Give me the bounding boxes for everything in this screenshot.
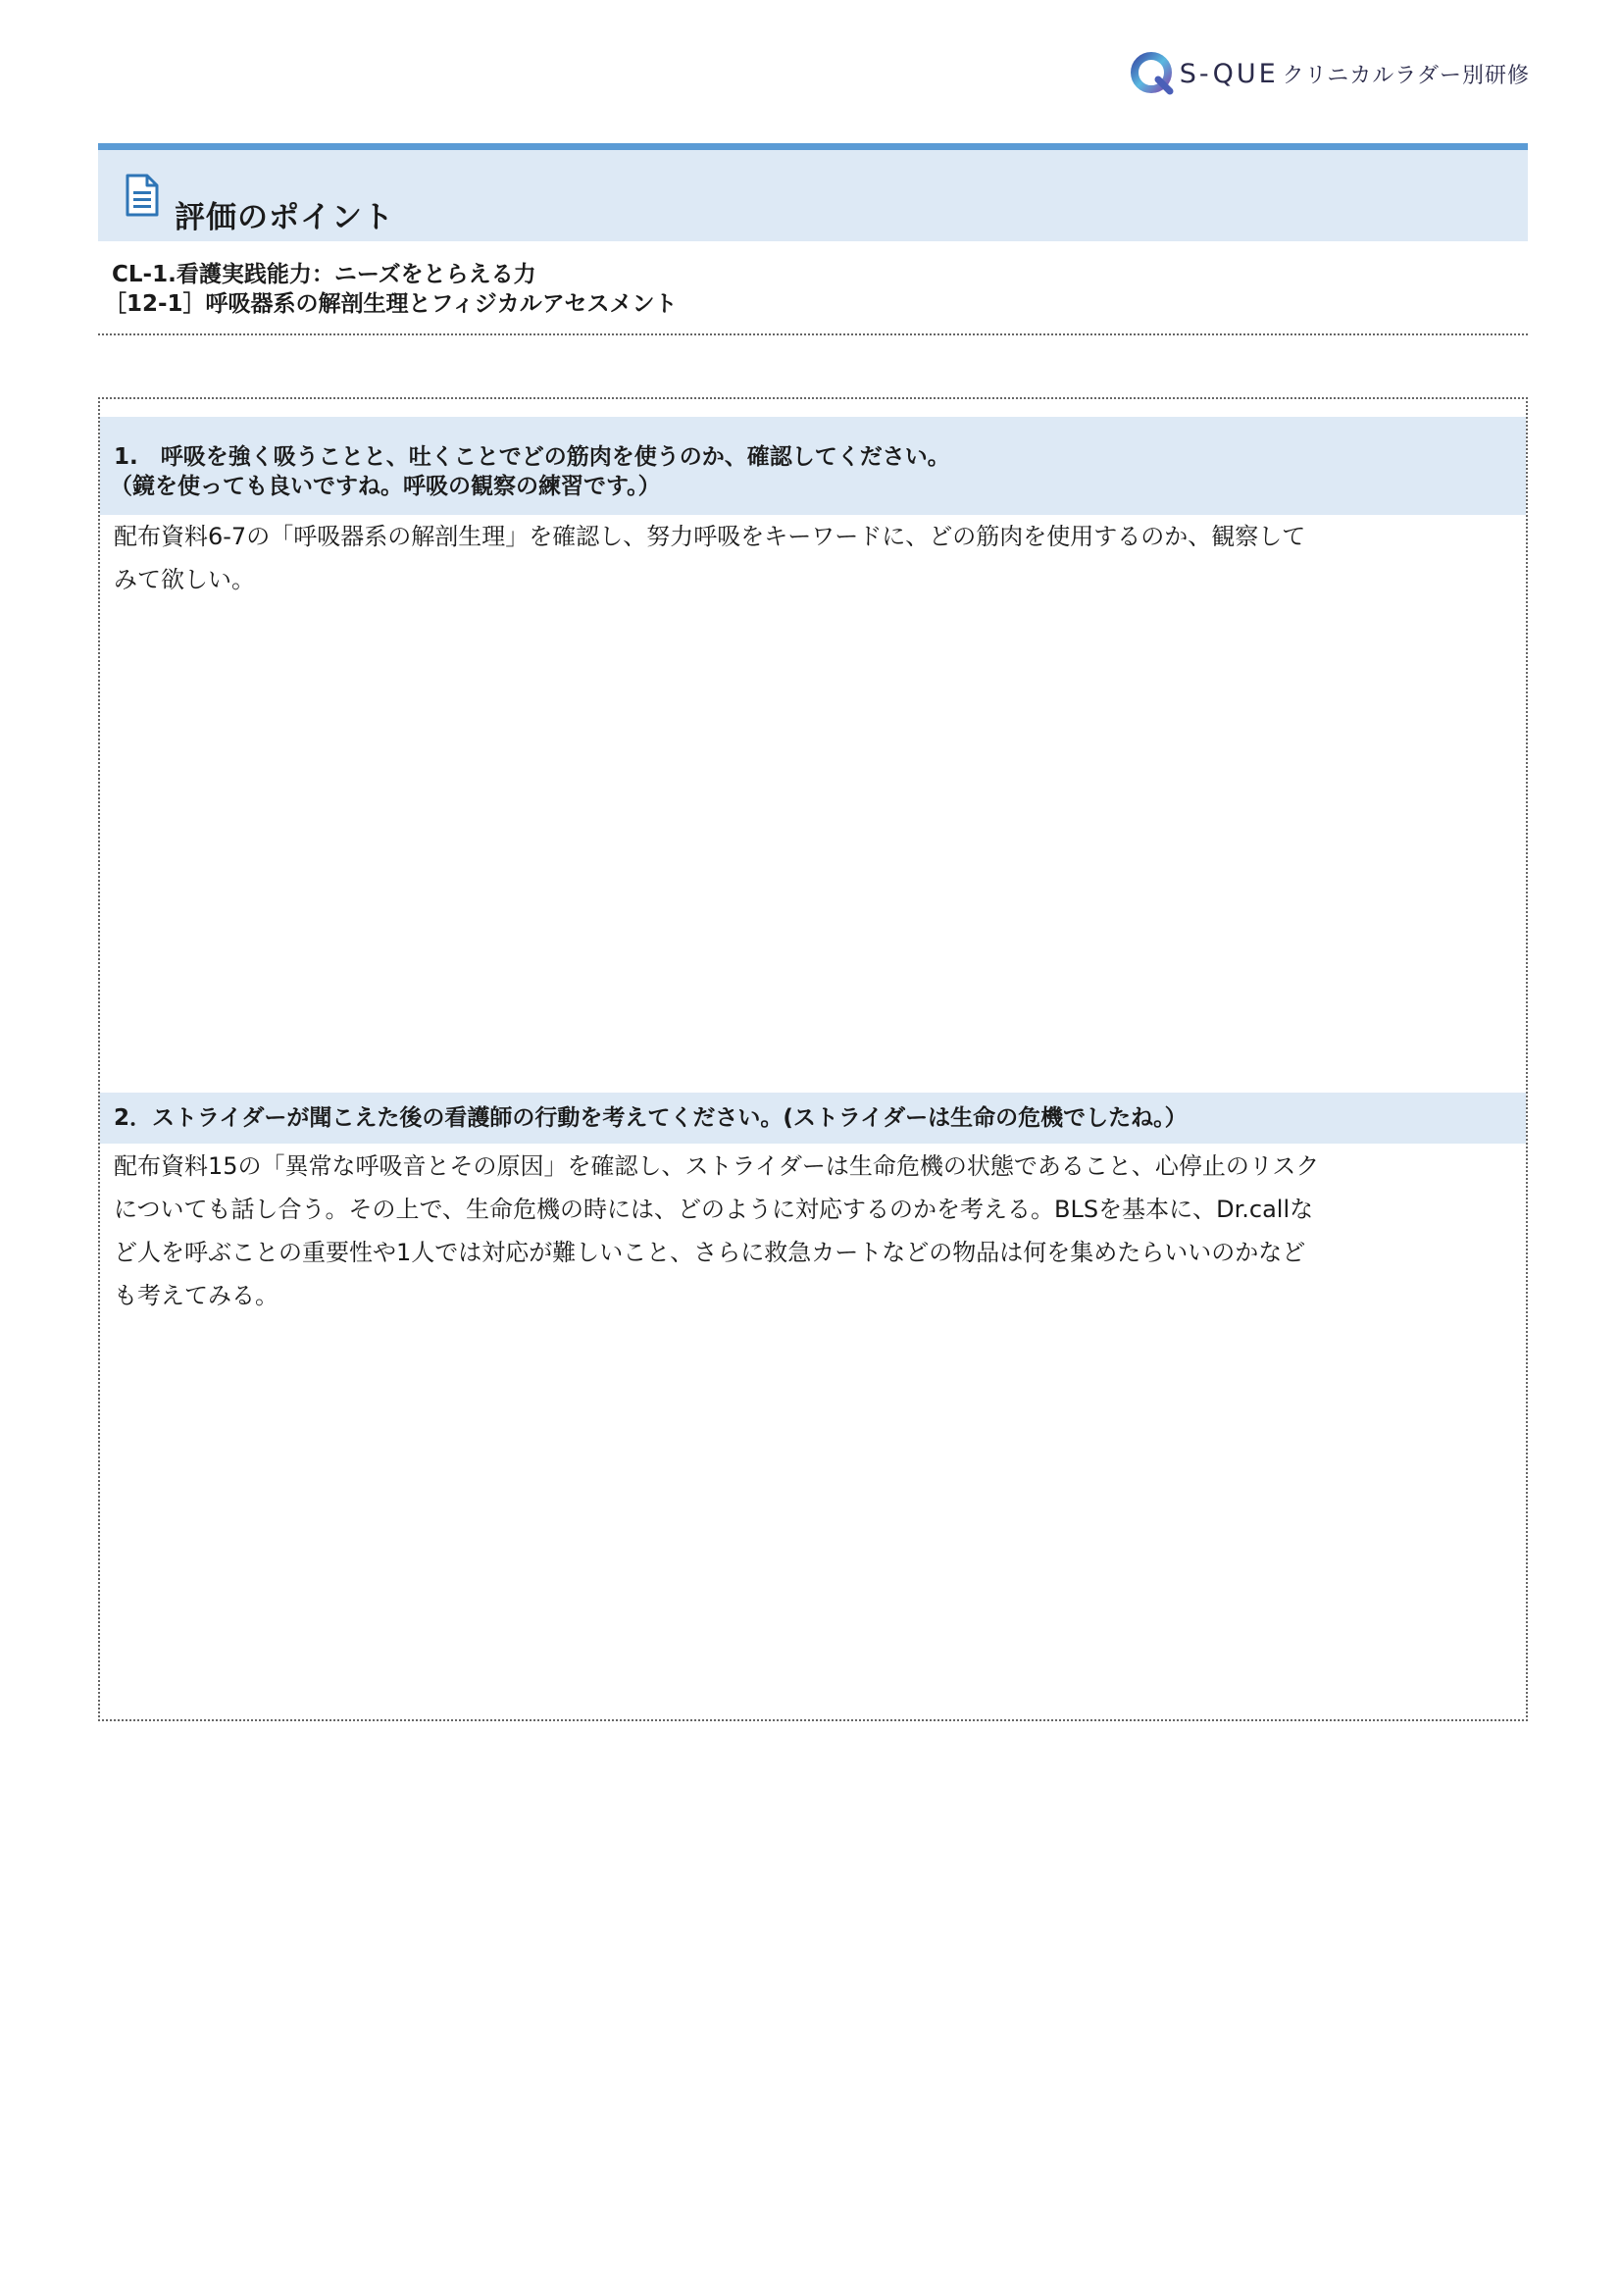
question-1-heading [100, 417, 1526, 515]
question-2-answer [114, 1145, 1506, 1317]
evaluation-box [98, 397, 1528, 1721]
course-info [104, 260, 678, 319]
question-2-heading-line-1: 2．ストライダーが聞こえた後の看護師の行動を考えてください。(ストライダーは生命の危機でしたね。） [114, 1105, 1188, 1131]
question-1-answer [114, 515, 1506, 601]
answer-line: 配布資料15の「異常な呼吸音とその原因」を確認し、ストライダーは生命危機の状態であること、心停止のリスク [114, 1152, 1320, 1180]
logo-subtitle: クリニカルラダー別研修 [1282, 63, 1530, 88]
section-title-band [98, 143, 1528, 241]
divider [98, 333, 1528, 335]
answer-line: についても話し合う。その上で、生命危機の時には、どのように対応するのかを考える。BLSを基本に、Dr.callな [114, 1196, 1314, 1223]
answer-line: 配布資料6-7の「呼吸器系の解剖生理」を確認し、努力呼吸をキーワードに、どの筋肉を使用するのか、観察して [114, 523, 1306, 550]
question-1-heading-line-1: 1. 呼吸を強く吸うことと、吐くことでどの筋肉を使うのか、確認してください。 [114, 444, 950, 470]
answer-line: ど人を呼ぶことの重要性や1人では対応が難しいこと、さらに救急カートなどの物品は何を集めたらいいのかなど [114, 1239, 1306, 1266]
question-2-heading [100, 1093, 1526, 1144]
course-category: CL-1.看護実践能力：ニーズをとらえる力 [112, 262, 536, 287]
s-que-logo-icon [1129, 50, 1176, 97]
answer-line: みて欲しい。 [114, 566, 255, 593]
question-1-heading-line-2: （鏡を使っても良いですね。呼吸の観察の練習です。） [110, 474, 661, 499]
page-title: 評価のポイント [175, 200, 394, 235]
document-icon [126, 174, 159, 217]
course-module: ［12-1］呼吸器系の解剖生理とフィジカルアセスメント [104, 291, 678, 317]
brand-logo [1129, 49, 1530, 98]
answer-line: も考えてみる。 [114, 1282, 278, 1309]
logo-brand-text: S-QUE [1179, 58, 1279, 89]
